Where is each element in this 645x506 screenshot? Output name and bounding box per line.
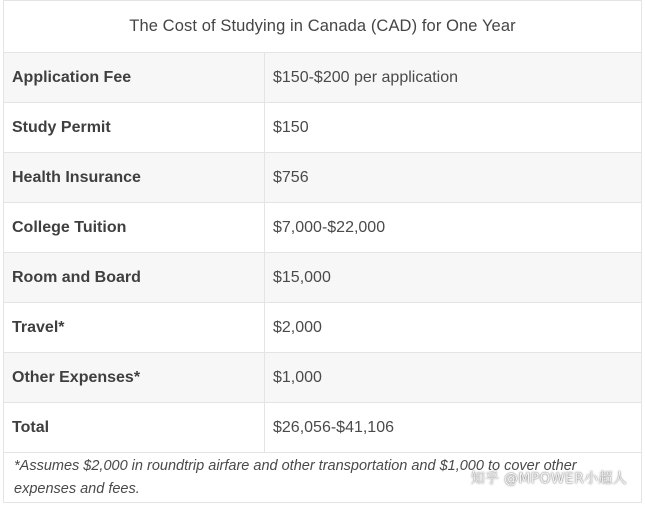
row-value-room-and-board: $15,000: [273, 268, 331, 286]
row-label-study-permit: Study Permit: [4, 103, 265, 152]
row-label-college-tuition: College Tuition: [4, 203, 265, 252]
row-value-total: $26,056-$41,106: [273, 418, 394, 436]
row-label-application-fee: Application Fee: [4, 53, 265, 102]
table-title: The Cost of Studying in Canada (CAD) for One Year: [129, 17, 516, 35]
table-body: [4, 53, 641, 453]
table-row: [4, 303, 641, 353]
row-label-health-insurance: Health Insurance: [4, 153, 265, 202]
row-value-application-fee: $150-$200 per application: [273, 68, 459, 86]
table-row: [4, 353, 641, 403]
row-label-total: Total: [4, 403, 265, 452]
table-row: [4, 103, 641, 153]
row-value-other-expenses: $1,000: [273, 368, 322, 386]
row-value-travel: $2,000: [273, 318, 322, 336]
table-row: [4, 53, 641, 103]
table-title-row: [4, 1, 641, 53]
row-value-study-permit: $150: [273, 118, 309, 136]
row-value-college-tuition: $7,000-$22,000: [273, 218, 386, 236]
cost-table: [3, 0, 642, 503]
row-label-other-expenses: Other Expenses*: [4, 353, 265, 402]
row-label-room-and-board: Room and Board: [4, 253, 265, 302]
watermark: 知乎 @MPOWER小超人: [470, 471, 627, 487]
table-row: [4, 203, 641, 253]
table-row: [4, 253, 641, 303]
table-row: [4, 153, 641, 203]
table-row: [4, 403, 641, 453]
row-value-health-insurance: $756: [273, 168, 309, 186]
table-footnote: *Assumes $2,000 in roundtrip airfare and other transportation and $1,000 to cover other expenses and fees.: [14, 458, 577, 497]
row-label-travel: Travel*: [4, 303, 265, 352]
